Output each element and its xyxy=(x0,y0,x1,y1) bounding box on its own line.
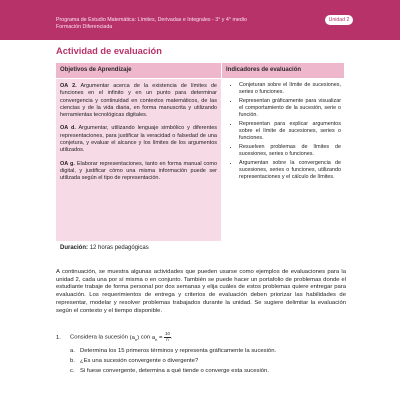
question-1 xyxy=(56,332,346,376)
objective-item xyxy=(60,83,217,119)
duration-label: Duración: xyxy=(60,245,89,251)
fraction: $\frac{10}{n}$ xyxy=(165,331,170,342)
objective-code: OA 2. xyxy=(60,83,77,89)
intro-paragraph: A continuación, se muestra algunas actividades que pueden usarse como ejemplos de evaluaciones para la unidad 2, cada una por sí misma o en conjunto. También se puede hacer un portafolio de problemas donde el estudiante trabaje de forma personal por dos semanas y elija cuáles de estos problemas quiere entregar para evaluación. Los requerimientos de entrega y criterios de evaluación deben priorizar las habilidades de representar, modelar y resolver problemas trabajados durante la unidad. Se sugiere delimitar la evaluación según el contexto y el tiempo disponible. xyxy=(56,269,346,314)
with-word: con xyxy=(140,334,151,341)
unit-badge: Unidad 2 xyxy=(325,15,353,25)
indicators-header: Indicadores de evaluación xyxy=(222,63,344,78)
objectives-header: Objetivos de Aprendizaje xyxy=(56,63,221,78)
question-1-parts xyxy=(56,346,346,376)
question-part: c. Si fuese convergente, determina a qué tiende o converge esta sucesión. xyxy=(70,367,269,374)
question-part: b. ¿Es una sucesión convergente o divergente? xyxy=(70,357,199,364)
objective-item xyxy=(60,125,217,154)
duration xyxy=(60,245,149,251)
sequence-notation: $(a_n)$ xyxy=(129,334,140,342)
indicator-item: • Argumentan sobre la convergencia de sucesiones, series o funciones, utilizando representaciones y el cálculo de límites. xyxy=(239,160,341,182)
objective-text: Elaborar representaciones, tanto en forma manual como digital, y justificar cómo una misma información puede ser utilizada según el tipo de representación. xyxy=(60,160,218,182)
question-number: 1. xyxy=(56,334,61,341)
header-banner xyxy=(0,0,400,40)
indicator-item: • Representan para explicar argumentos sobre el límite de sucesiones, series o funciones. xyxy=(239,121,341,143)
objective-code: OA d. xyxy=(60,125,76,132)
objective-item xyxy=(60,161,217,183)
program-title xyxy=(56,17,247,31)
objectives-column xyxy=(56,79,221,241)
page-title: Actividad de evaluación xyxy=(56,46,162,56)
indicators-column xyxy=(222,79,344,241)
general-term: $a_n$ = xyxy=(151,334,163,342)
objective-text: Argumentar acerca de la existencia de límites de funciones en el infinito y en un punto para determinar convergencia y continuidad en contextos matemáticos, de las ciencias y de la vida diaria, en forma manuscrita y utilizando herramientas tecnológicas digitales. xyxy=(60,83,217,119)
question-part: a. Determina los 15 primeros términos y representa gráficamente la sucesión. xyxy=(70,347,277,354)
question-lead: Considera la sucesión xyxy=(70,334,128,341)
evaluation-table xyxy=(56,63,344,263)
program-line-2: Formación Diferenciada xyxy=(56,24,113,30)
indicator-item: • Resuelven problemas de límites de sucesiones, series o funciones. xyxy=(239,144,341,158)
indicator-item: • Conjeturan sobre el límite de sucesiones, series o funciones. xyxy=(239,82,341,96)
indicators-list xyxy=(226,82,341,182)
indicator-item: • Representan gráficamente para visualizar el comportamiento de la sucesión, serie o función. xyxy=(239,98,341,120)
program-line-1: Programa de Estudio Matemática: Límites, Derivadas e Integrales - 3° y 4° medio xyxy=(56,17,247,23)
duration-value: 12 horas pedagógicas xyxy=(89,245,149,251)
question-1-stem: 1. Considera la sucesión $(a_n)$ con $a_n$ = $\frac{10}{n}$ . xyxy=(56,331,173,342)
objective-code: OA g. xyxy=(60,160,75,167)
objective-text: Argumentar, utilizando lenguaje simbólico y diferentes representaciones, para justificar la veracidad o falsedad de una conjetura, y evaluar el alcance y los límites de los argumentos utilizados. xyxy=(60,125,217,154)
